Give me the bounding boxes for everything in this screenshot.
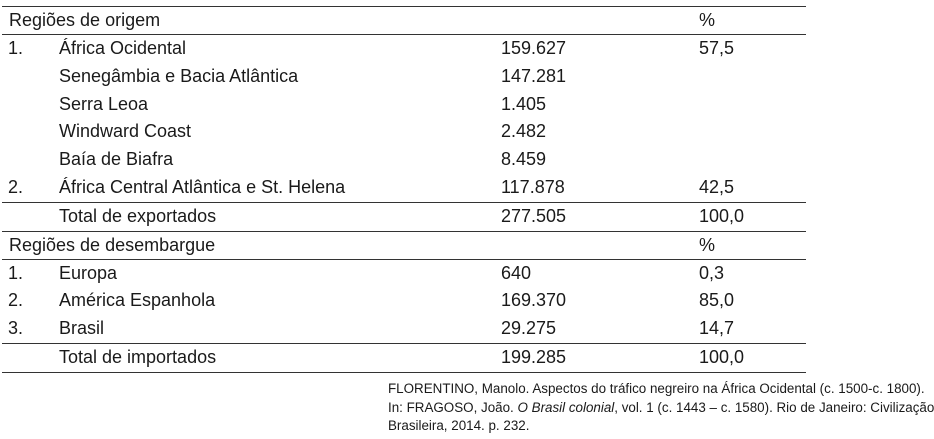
table-row (2, 91, 806, 119)
region-percent: 85,0 (699, 290, 735, 311)
table-row (2, 174, 806, 202)
source-citation (388, 380, 934, 436)
region-name: Europa (59, 262, 118, 283)
table-row (2, 287, 806, 315)
row-number: 1. (8, 262, 24, 283)
origin-header-row (2, 7, 806, 34)
table-row (2, 146, 806, 174)
origin-header-label: Regiões de origem (9, 10, 161, 30)
table-row (2, 315, 806, 343)
region-value: 147.281 (501, 65, 567, 86)
total-label: Total de importados (59, 346, 217, 367)
region-percent: 42,5 (699, 176, 735, 197)
table-row (2, 260, 806, 288)
region-value: 1.405 (501, 93, 547, 114)
total-value: 277.505 (501, 205, 567, 226)
citation-line-1: FLORENTINO, Manolo. Aspectos do tráfico negreiro na África Ocidental (c. 1500-c. 1800). (388, 381, 925, 396)
region-percent: 14,7 (699, 318, 735, 339)
citation-book-title: O Brasil colonial (517, 399, 615, 415)
region-value: 169.370 (501, 290, 567, 311)
table-row (2, 35, 806, 63)
slave-trade-table (2, 6, 806, 373)
region-name: Baía de Biafra (59, 149, 174, 170)
region-name: Serra Leoa (59, 93, 149, 114)
region-value: 640 (501, 262, 532, 283)
destination-total-row (2, 344, 806, 372)
region-name: Brasil (59, 318, 105, 339)
region-value: 8.459 (501, 149, 547, 170)
table-row (2, 63, 806, 91)
total-value: 199.285 (501, 346, 567, 367)
region-percent: 57,5 (699, 38, 735, 58)
total-percent: 100,0 (699, 205, 745, 226)
origin-header-pct: % (699, 10, 716, 30)
citation-line-2-end: , vol. 1 (c. 1443 – c. 1580). Rio de Janeiro: Civilização (614, 399, 934, 415)
citation-line-2-start: In: FRAGOSO, João. (388, 399, 518, 415)
region-name: América Espanhola (59, 290, 216, 311)
region-name: Senegâmbia e Bacia Atlântica (59, 65, 299, 86)
table-row (2, 118, 806, 146)
destination-header-label: Regiões de desembargue (9, 234, 216, 255)
region-value: 117.878 (501, 176, 565, 197)
region-value: 29.275 (501, 318, 557, 339)
citation-line-3: Brasileira, 2014. p. 232. (388, 418, 530, 433)
row-number: 2. (8, 176, 24, 197)
region-name: África Central Atlântica e St. Helena (59, 176, 346, 197)
region-value: 159.627 (501, 38, 567, 58)
total-percent: 100,0 (699, 346, 745, 367)
region-value: 2.482 (501, 121, 547, 142)
row-number: 3. (8, 318, 24, 339)
region-name: África Ocidental (59, 38, 187, 58)
total-label: Total de exportados (59, 205, 217, 226)
region-name: Windward Coast (59, 121, 192, 142)
row-number: 2. (8, 290, 24, 311)
bottom-rule (2, 372, 806, 373)
origin-total-row (2, 203, 806, 231)
destination-header-pct: % (699, 234, 716, 255)
destination-header-row (2, 232, 806, 259)
row-number: 1. (8, 38, 24, 58)
citation-line-2 (388, 399, 934, 418)
region-percent: 0,3 (699, 262, 725, 283)
